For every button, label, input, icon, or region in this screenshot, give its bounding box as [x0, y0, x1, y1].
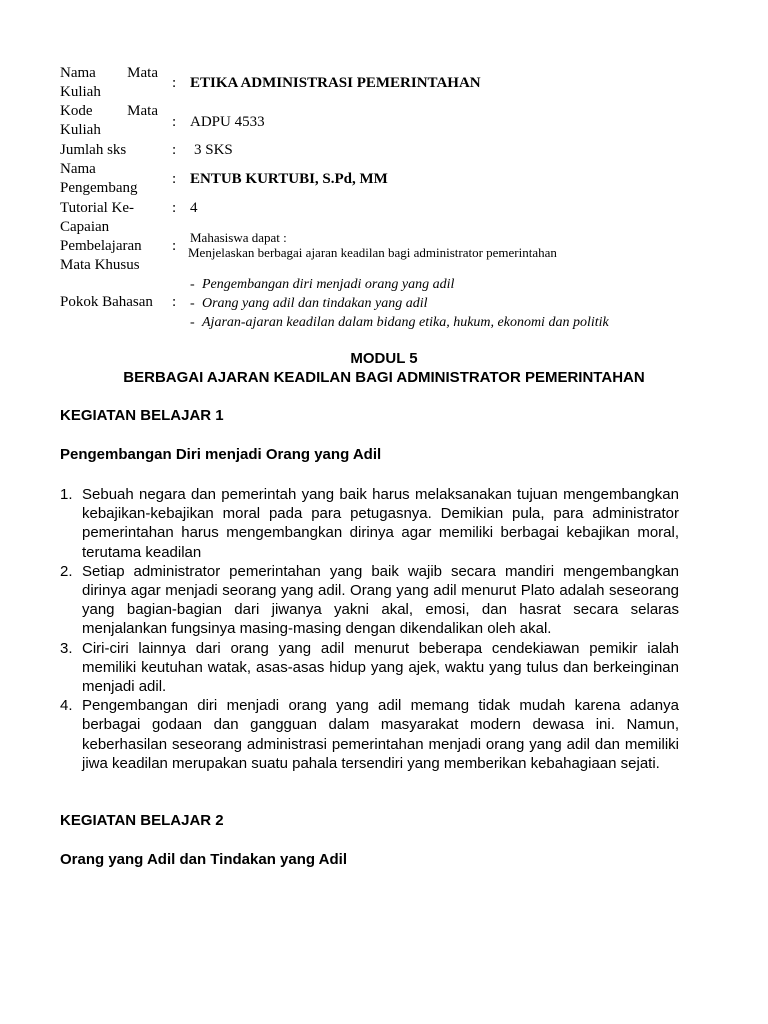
label-kode-mata-kuliah: Kode Mata Kuliah — [60, 103, 158, 138]
label-pokok-bahasan: Pokok Bahasan — [60, 294, 153, 310]
list-item: - Orang yang adil dan tindakan yang adil — [190, 296, 428, 311]
colon: : — [172, 294, 177, 310]
colon: : — [172, 200, 177, 216]
list-item: 2. Setiap administrator pemerintahan yang baik wajib secara mandiri mengembangkan dirinya agar menjadi seorang yang adil. Orang yang adil menurut Plato adalah seseorang yang bagian-bagian dari jiwanya yakni akal, emosi, dan hasrat secara selaras menjalankan fungsinya masing-masing dengan dikendalikan oleh akal. — [60, 562, 679, 638]
pokok-bahasan-list — [190, 275, 609, 332]
colon: : — [172, 238, 177, 254]
label-nama-pengembang: Nama Pengembang — [60, 161, 138, 196]
label-jumlah-sks: Jumlah sks — [60, 142, 127, 158]
list-item: 4. Pengembangan diri menjadi orang yang adil memang tidak mudah karena adanya berbagai godaan dan gangguan dalam masyarakat modern dewasa ini. Namun, keberhasilan seseorang administrasi pemerintahan menjadi orang yang adil dan memiliki jiwa keadilan merupakan suatu pahala tersendiri yang memberikan kebahagiaan sejati. — [60, 697, 679, 772]
colon: : — [172, 171, 177, 187]
sks-value: 3 SKS — [194, 142, 233, 158]
list-item: 3. Ciri-ciri lainnya dari orang yang adil menurut beberapa cendekiawan pemikir ialah memiliki keutuhan watak, asas-asas hidup yang ajek, waktu yang tulus dan berkeinginan menjadi adil. — [60, 639, 679, 696]
course-name-value: ETIKA ADMINISTRASI PEMERINTAHAN — [190, 75, 481, 91]
kb1-heading: KEGIATAN BELAJAR 1 — [60, 407, 224, 424]
list-item: - Pengembangan diri menjadi orang yang adil — [190, 277, 455, 292]
label-nama-mata-kuliah: Nama Mata Kuliah — [60, 65, 158, 100]
label-capaian: Capaian Pembelajaran Mata Khusus — [60, 219, 142, 273]
colon: : — [172, 114, 177, 130]
tutorial-value: 4 — [190, 200, 198, 216]
developer-value: ENTUB KURTUBI, S.Pd, MM — [190, 171, 388, 187]
kb1-subheading: Pengembangan Diri menjadi Orang yang Adil — [60, 446, 382, 463]
module-title: MODUL 5 — [350, 350, 418, 367]
list-item: - Ajaran-ajaran keadilan dalam bidang etika, hukum, ekonomi dan politik — [190, 315, 609, 330]
course-code-value: ADPU 4533 — [190, 114, 265, 130]
colon: : — [172, 75, 177, 91]
list-item: 1. Sebuah negara dan pemerintah yang baik harus melaksanakan tujuan mengembangkan kebajikan-kebajikan moral pada para petugasnya. Demikian pula, para administrator pemerintahan harus mengembangkan dirinya agar memiliki berbagai kebajikan moral, terutama keadilan — [60, 486, 679, 561]
kb1-list — [60, 485, 679, 773]
kb2-subheading: Orang yang Adil dan Tindakan yang Adil — [60, 851, 347, 868]
kb2-heading: KEGIATAN BELAJAR 2 — [60, 812, 224, 829]
capaian-value: Mahasiswa dapat : Menjelaskan berbagai ajaran keadilan bagi administrator pemerintahan — [188, 230, 557, 260]
colon: : — [172, 142, 177, 158]
label-tutorial: Tutorial Ke- — [60, 200, 135, 216]
module-subtitle: BERBAGAI AJARAN KEADILAN BAGI ADMINISTRATOR PEMERINTAHAN — [123, 369, 645, 386]
